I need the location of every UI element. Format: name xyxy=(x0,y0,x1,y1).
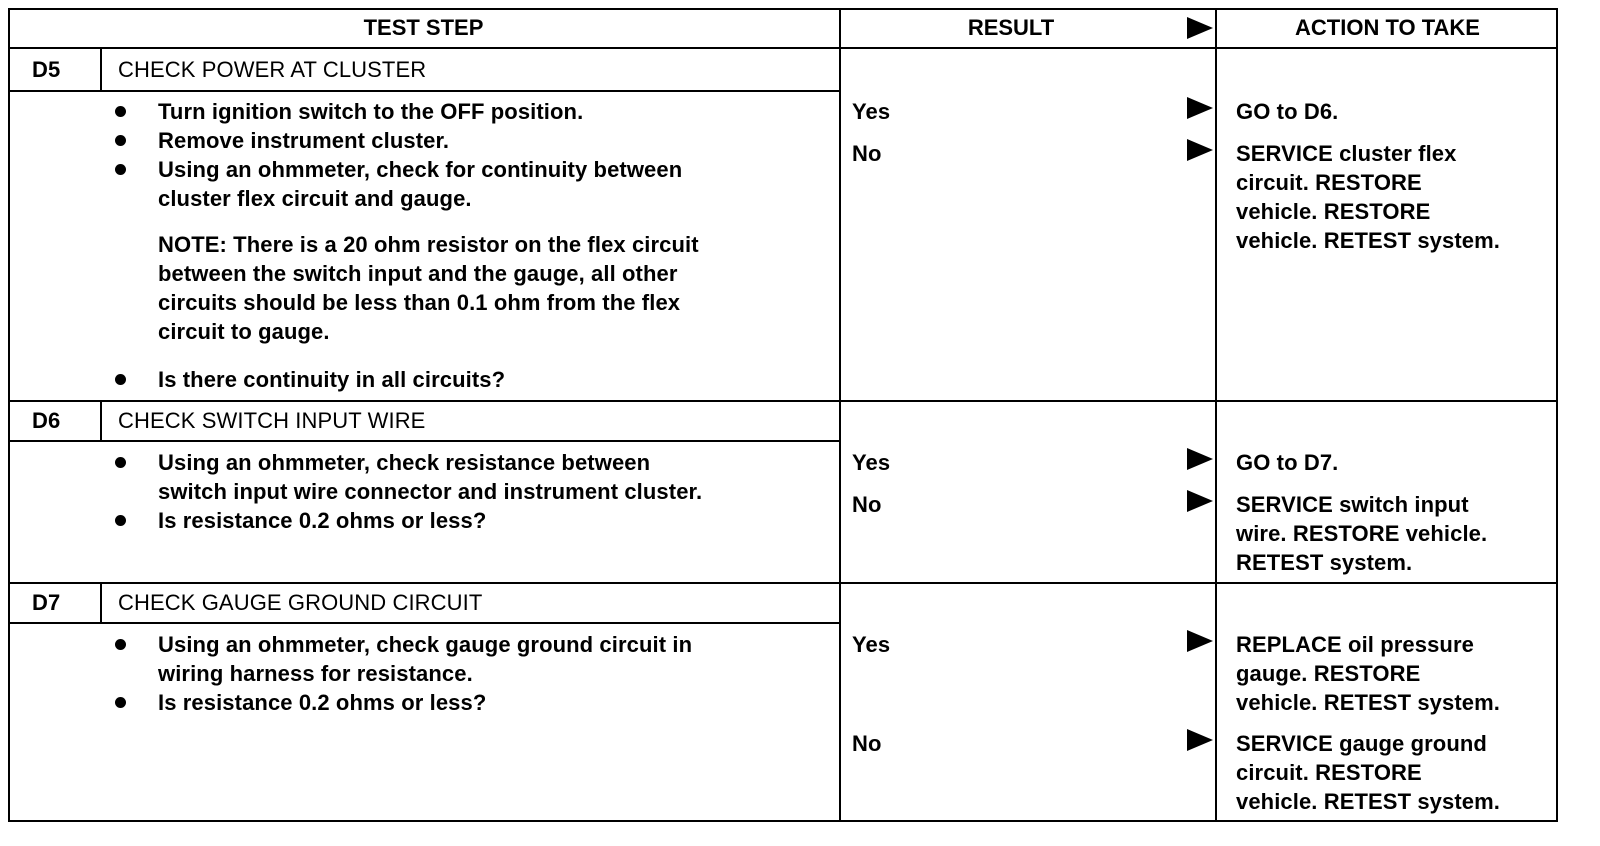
bullet-icon xyxy=(115,164,126,175)
action-text: vehicle. RETEST system. xyxy=(1236,789,1500,814)
action-text: vehicle. RESTORE xyxy=(1236,199,1431,224)
step-id: D5 xyxy=(32,57,61,82)
bullet-icon xyxy=(115,639,126,650)
step-instruction: Remove instrument cluster. xyxy=(158,128,450,153)
result-no: No xyxy=(852,492,882,517)
d7-id-rule xyxy=(100,582,102,622)
step-instruction: Turn ignition switch to the OFF position. xyxy=(158,99,584,124)
step-instruction-cont: cluster flex circuit and gauge. xyxy=(158,186,472,211)
d6-id-rule xyxy=(100,400,102,440)
action-column-rule xyxy=(1215,8,1217,822)
action-text: vehicle. RETEST system. xyxy=(1236,690,1500,715)
bullet-icon xyxy=(115,135,126,146)
step-id: D7 xyxy=(32,590,61,615)
d6-title-rule xyxy=(8,440,841,442)
header-result: RESULT xyxy=(967,15,1055,40)
action-text: wire. RESTORE vehicle. xyxy=(1236,521,1488,546)
step-instruction-cont: switch input wire connector and instrument cluster. xyxy=(158,479,703,504)
step-id: D6 xyxy=(32,408,61,433)
d7-title-rule xyxy=(8,622,841,624)
header-arrow-icon xyxy=(1187,17,1213,39)
action-text: GO to D7. xyxy=(1236,450,1339,475)
step-question: Is there continuity in all circuits? xyxy=(158,367,506,392)
action-text: REPLACE oil pressure xyxy=(1236,632,1474,657)
step-title: CHECK SWITCH INPUT WIRE xyxy=(118,408,426,433)
step-note: between the switch input and the gauge, all other xyxy=(158,261,678,286)
arrow-right-icon xyxy=(1187,630,1213,652)
step-instruction: Using an ohmmeter, check resistance between xyxy=(158,450,651,475)
d5-bottom-rule xyxy=(8,400,1558,402)
action-text: vehicle. RETEST system. xyxy=(1236,228,1500,253)
action-text: circuit. RESTORE xyxy=(1236,760,1422,785)
action-text: SERVICE gauge ground xyxy=(1236,731,1487,756)
action-text: GO to D6. xyxy=(1236,99,1339,124)
d5-id-rule xyxy=(100,47,102,90)
action-text: gauge. RESTORE xyxy=(1236,661,1421,686)
result-column-rule xyxy=(839,8,841,822)
arrow-right-icon xyxy=(1187,97,1213,119)
bullet-icon xyxy=(115,697,126,708)
action-text: RETEST system. xyxy=(1236,550,1413,575)
d5-title-rule xyxy=(8,90,841,92)
bullet-icon xyxy=(115,515,126,526)
result-yes: Yes xyxy=(852,632,891,657)
d6-bottom-rule xyxy=(8,582,1558,584)
action-text: SERVICE cluster flex xyxy=(1236,141,1457,166)
step-title: CHECK POWER AT CLUSTER xyxy=(118,57,427,82)
header-action: ACTION TO TAKE xyxy=(1295,15,1480,40)
step-note: circuit to gauge. xyxy=(158,319,330,344)
step-instruction-cont: wiring harness for resistance. xyxy=(158,661,473,686)
bullet-icon xyxy=(115,374,126,385)
result-no: No xyxy=(852,731,882,756)
step-instruction: Using an ohmmeter, check for continuity between xyxy=(158,157,683,182)
step-question: Is resistance 0.2 ohms or less? xyxy=(158,508,487,533)
result-yes: Yes xyxy=(852,450,891,475)
step-instruction: Using an ohmmeter, check gauge ground circuit in xyxy=(158,632,693,657)
arrow-right-icon xyxy=(1187,729,1213,751)
result-no: No xyxy=(852,141,882,166)
action-text: SERVICE switch input xyxy=(1236,492,1469,517)
action-text: circuit. RESTORE xyxy=(1236,170,1422,195)
step-note: NOTE: There is a 20 ohm resistor on the flex circuit xyxy=(158,232,699,257)
header-rule xyxy=(8,47,1558,49)
arrow-right-icon xyxy=(1187,490,1213,512)
arrow-right-icon xyxy=(1187,448,1213,470)
step-note: circuits should be less than 0.1 ohm from the flex xyxy=(158,290,681,315)
arrow-right-icon xyxy=(1187,139,1213,161)
step-title: CHECK GAUGE GROUND CIRCUIT xyxy=(118,590,483,615)
bullet-icon xyxy=(115,106,126,117)
result-yes: Yes xyxy=(852,99,891,124)
step-question: Is resistance 0.2 ohms or less? xyxy=(158,690,487,715)
header-test-step: TEST STEP xyxy=(363,15,484,40)
bullet-icon xyxy=(115,457,126,468)
